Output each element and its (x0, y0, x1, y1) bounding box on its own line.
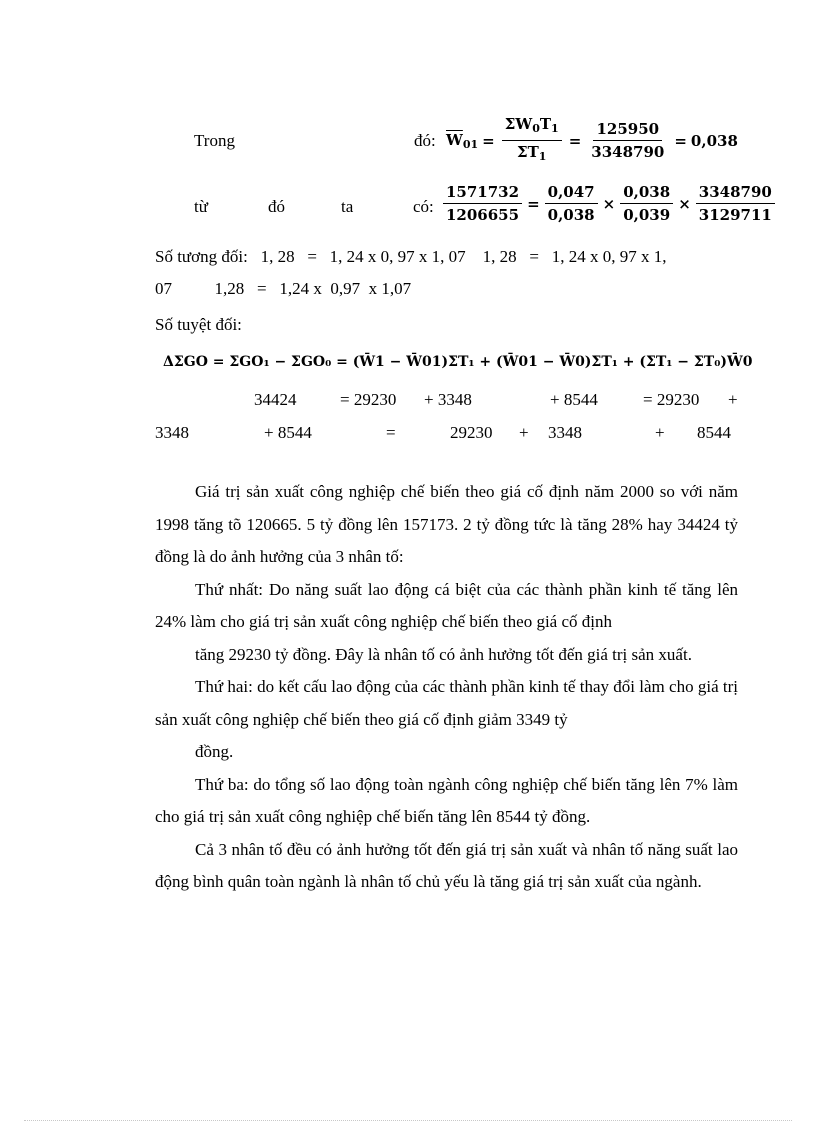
relative-line-2: 07 1,28 = 1,24 x 0,97 x 1,07 (155, 279, 412, 298)
absolute-heading: Số tuyệt đối: (155, 315, 242, 334)
abs-row2-item: = (386, 423, 396, 442)
relative-line-1: Số tương đối: 1, 28 = 1, 24 x 0, 97 x 1, 07 1, 28 = 1, 24 x 0, 97 x 1, (155, 247, 667, 266)
equation-index: $\frac{1571732}{1206655}$ = $\frac{0,047}{0,038}$ × $\frac{0,038}{0,039}$ × $\frac{3348790}{3129711}$ (440, 182, 778, 225)
paragraph: Thứ nhất: Do năng suất lao động cá biệt của các thành phần kinh tế tăng lên 24% làm cho giá trị sản xuất công nghiệp chế biến theo giá cố định (155, 579, 738, 631)
fraction-w01: $\frac{0,038}{0,039}$ (620, 182, 673, 225)
word-tu: từ (194, 197, 208, 216)
paragraph: Thứ ba: do tổng số lao động toàn ngành công nghiệp chế biến tăng lên 7% làm cho giá trị sản xuất công nghiệp chế biến tăng lên 8544 tỷ đồng. (155, 774, 738, 826)
paragraph: Thứ hai: do kết cấu lao động của các thành phần kinh tế thay đổi làm cho giá trị sản xuất công nghiệp chế biến theo giá cố định giảm 3349 tỷ (155, 677, 738, 729)
fraction-t: $\frac{3348790}{3129711}$ (696, 182, 775, 225)
abs-row1-item: + 8544 (550, 390, 598, 409)
word-trong: Trong (194, 131, 235, 150)
absolute-formula: ΔΣGO = ΣGO₁ − ΣGO₀ = (W̄1 − W̄01)ΣT₁ + (W̄01 − W̄0)ΣT₁ + (ΣT₁ − ΣT₀)W̄0 (163, 354, 753, 370)
paragraph: đồng. (195, 742, 234, 761)
abs-row1-item: = 29230 (643, 390, 700, 409)
fraction-symbolic: $\frac{\Sigma W_0T_1}{\Sigma T_1}$ (502, 114, 562, 167)
equation-w01: $\overline{W}_{01}$ = $\frac{\Sigma W_0T_1}{\Sigma T_1}$ = $\frac{125950}{3348790}$ = 0,038 (446, 114, 738, 167)
w01-symbol: $\overline{W}_{01}$ (446, 130, 479, 151)
word-co: có: (413, 197, 434, 216)
word-ta: ta (341, 197, 354, 216)
fraction-go: $\frac{1571732}{1206655}$ (443, 182, 522, 225)
abs-row2-item: + (519, 423, 529, 442)
paragraph: Cả 3 nhân tố đều có ảnh hưởng tốt đến giá trị sản xuất và nhân tố năng suất lao động bình quân toàn ngành là nhân tố chủ yếu là tăng giá trị sản xuất của ngành. (155, 839, 738, 891)
paragraph: Giá trị sản xuất công nghiệp chế biến theo giá cố định năm 2000 so với năm 1998 tăng tõ 120665. 5 tỷ đồng lên 157173. 2 tỷ đồng tức là tăng 28% hay 34424 tỷ đồng là do ảnh hưởng của 3 nhân tố: (155, 482, 738, 566)
abs-row2-item: 3348 (155, 423, 189, 442)
abs-row1-item: + 3348 (424, 390, 472, 409)
word-do: đó: (414, 131, 436, 150)
abs-row2-item: 29230 (450, 423, 493, 442)
abs-row2-item: 8544 (697, 423, 731, 442)
fraction-w: $\frac{0,047}{0,038}$ (545, 182, 598, 225)
abs-row1-item: + (728, 390, 738, 409)
page-bottom-border (24, 1120, 792, 1121)
abs-row1-item: = 29230 (340, 390, 397, 409)
abs-row2-item: 3348 (548, 423, 582, 442)
equals-sign: = (482, 131, 495, 150)
abs-row1-item: 34424 (254, 390, 297, 409)
equation-result: 0,038 (690, 131, 738, 150)
abs-row2-item: + (655, 423, 665, 442)
abs-row2-item: + 8544 (264, 423, 312, 442)
paragraph: tăng 29230 tỷ đồng. Đây là nhân tố có ảnh hưởng tốt đến giá trị sản xuất. (195, 644, 692, 664)
fraction-numeric: $\frac{125950}{3348790}$ (591, 120, 665, 161)
body-text (155, 476, 738, 899)
word-do-2: đó (268, 197, 285, 216)
